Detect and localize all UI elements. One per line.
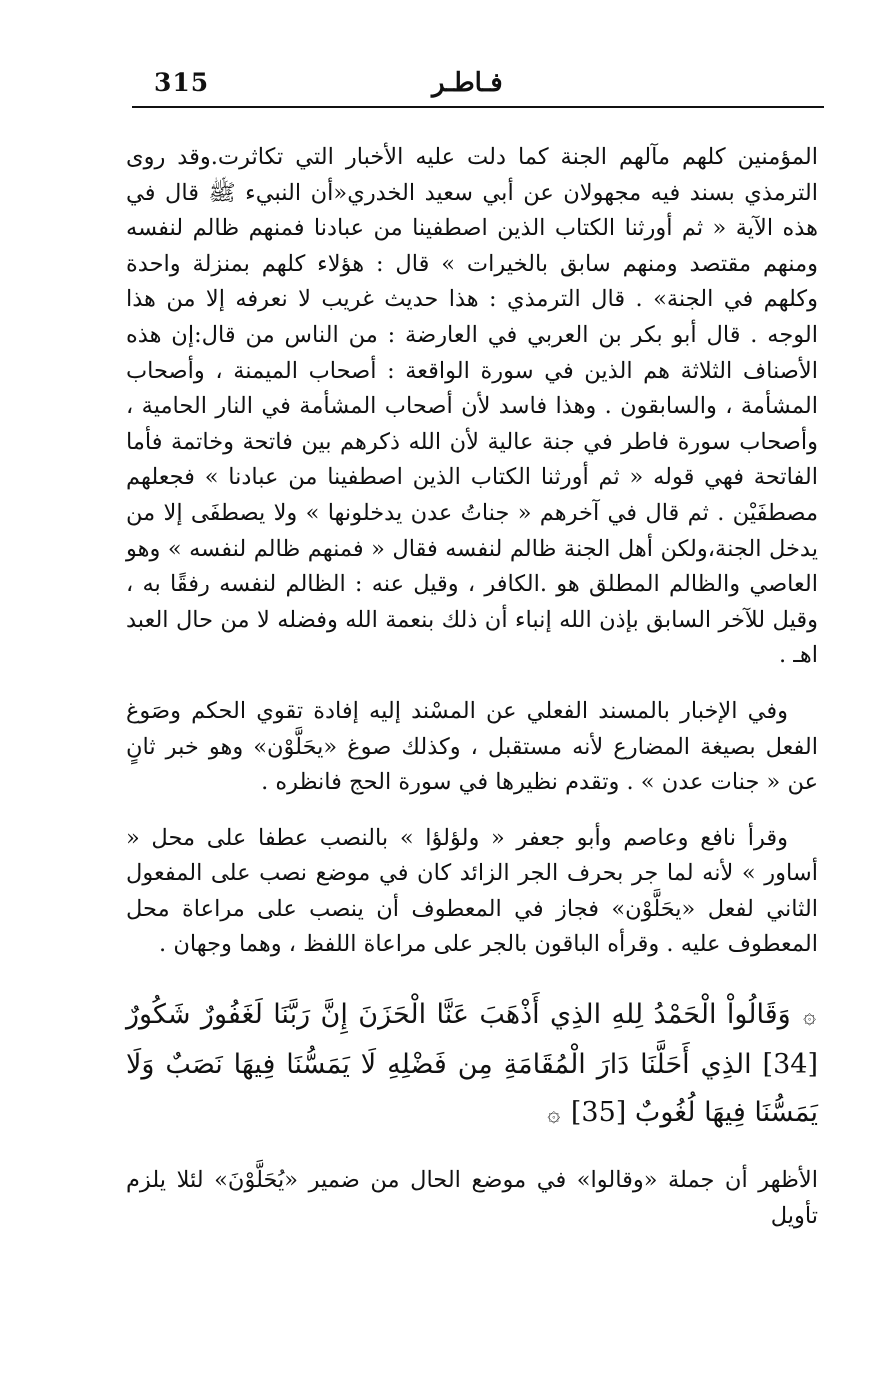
ayah-number-35: [35]: [570, 1097, 627, 1129]
page-header: [132, 62, 824, 108]
quran-verse-block: [126, 991, 818, 1139]
page-body: [126, 140, 818, 1234]
verse-open-ornament: ۞: [803, 1004, 816, 1030]
ayah-number-34: [34]: [762, 1049, 818, 1081]
verse-34-text: وَقَالُواْ الْحَمْدُ لِلهِ الذِي أَذْهَبَ عَنَّا الْحَزَنَ إِنَّ رَبَّنَا لَغَفُورٌ شَكُورٌ: [126, 999, 791, 1031]
paragraph-tirmidhi-commentary: المؤمنين كلهم مآلهم الجنة كما دلت عليه الأخبار التي تكاثرت.وقد روى الترمذي بسند فيه مجهولان عن أبي سعيد الخدري«أن النبيء ﷺ قال في هذه الآية « ثم أورثنا الكتاب الذين اصطفينا من عبادنا فمنهم ظالم لنفسه ومنهم مقتصد ومنهم سابق بالخيرات » قال : هؤلاء كلهم بمنزلة واحدة وكلهم في الجنة» . قال الترمذي : هذا حديث غريب لا نعرفه إلا من هذا الوجه . قال أبو بكر بن العربي في العارضة : من الناس من قال:إن هذه الأصناف الثلاثة هم الذين في سورة الواقعة : أصحاب الميمنة ، وأصحاب المشأمة ، والسابقون . وهذا فاسد لأن أصحاب المشأمة في النار الحامية ، وأصحاب سورة فاطر في جنة عالية لأن الله ذكرهم بين فاتحة وخاتمة فأما الفاتحة فهي قوله « ثم أورثنا الكتاب الذين اصطفينا من عبادنا » فجعلهم مصطفَيْن . ثم قال في آخرهم « جناتُ عدن يدخلونها » ولا يصطفَى إلا من يدخل الجنة،ولكن أهل الجنة ظالم لنفسه فقال « فمنهم ظالم لنفسه » وهو العاصي والظالم المطلق هو .الكافر ، وقيل عنه : الظالم لنفسه رفقًا به ، وقيل للآخر السابق بإذن الله إنباء أن ذلك بنعمة الله وفضله لا من حال العبد اهـ .: [126, 144, 818, 669]
page-number: 315: [154, 68, 210, 97]
paragraph-qiraat-note: وقرأ نافع وعاصم وأبو جعفر « ولؤلؤا » بالنصب عطفا على محل « أساور » لأنه لما جر بحرف الجر الزائد كان في موضع نصب على المفعول الثاني لفعل «يحَلَّوْن» فجاز في المعطوف أن ينصب على مراعاة محل المعطوف عليه . وقرأه الباقون بالجر على مراعاة اللفظ ، وهما وجهان .: [126, 824, 818, 958]
verse-close-ornament: ۞: [547, 1102, 561, 1128]
verse-35-text: الذِي أَحَلَّنَا دَارَ الْمُقَامَةِ مِن فَضْلِهِ لَا يَمَسُّنَا فِيهَا نَصَبٌ وَلَا يَمَسُّنَا فِيهَا لُغُوبٌ: [126, 1049, 818, 1129]
paragraph-grammar-note: وفي الإخبار بالمسند الفعلي عن المسْند إليه إفادة تقوي الحكم وصَوغ الفعل بصيغة المضارع لأنه مستقبل ، وكذلك صوغ «يحَلَّوْن» وهو خبر ثانٍ عن « جنات عدن » . وتقدم نظيرها في سورة الحج فانظره .: [126, 697, 818, 796]
surah-title: فـاطـر: [432, 68, 503, 98]
paragraph-final: الأظهر أن جملة «وقالوا» في موضع الحال من ضمير «يُحَلَّوْنَ» لئلا يلزم تأويل: [126, 1167, 818, 1229]
